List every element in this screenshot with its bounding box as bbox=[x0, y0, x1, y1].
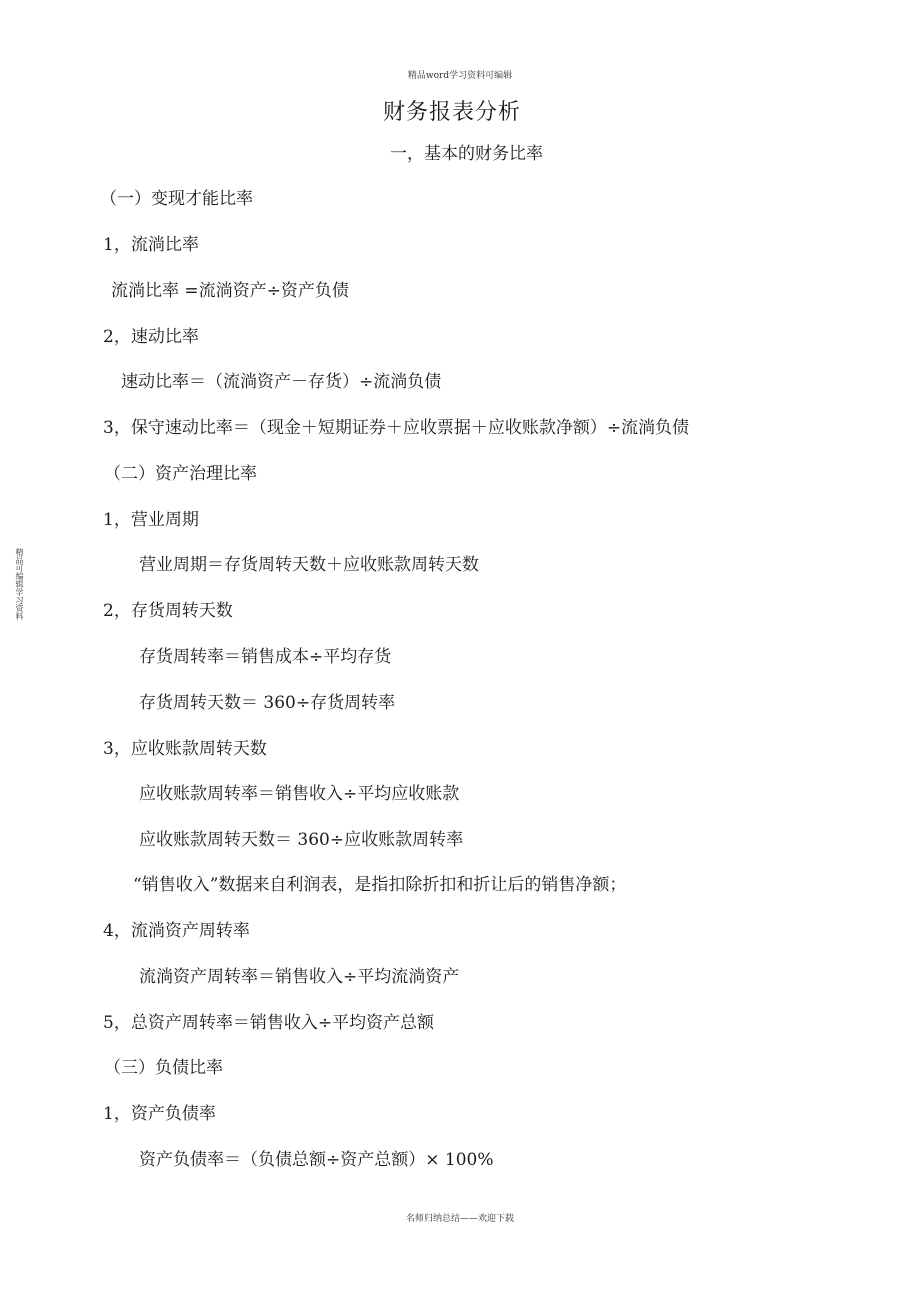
formula-line: 速动比率＝（流淌资产－存货）÷流淌负债 bbox=[121, 372, 442, 392]
subsection-heading: （一）变现才能比率 bbox=[100, 189, 253, 209]
item-heading: 2，速动比率 bbox=[103, 327, 199, 347]
page-title: 财务报表分析 bbox=[382, 100, 521, 125]
formula-line: 流淌比率 =流淌资产÷资产负债 bbox=[111, 281, 349, 301]
subsection-heading: （三）负债比率 bbox=[104, 1058, 223, 1078]
subsection-heading: （二）资产治理比率 bbox=[104, 464, 257, 484]
item-heading: 1，流淌比率 bbox=[103, 235, 199, 255]
item-heading: 4，流淌资产周转率 bbox=[103, 921, 250, 941]
formula-line: 存货周转率＝销售成本÷平均存货 bbox=[139, 647, 392, 667]
note-line: “销售收入”数据来自利润表，是指扣除折扣和折让后的销售净额； bbox=[133, 875, 627, 895]
item-heading: 2，存货周转天数 bbox=[103, 601, 233, 621]
formula-line: 应收账款周转天数＝ 360÷应收账款周转率 bbox=[139, 830, 464, 850]
item-heading: 3，保守速动比率＝（现金＋短期证券＋应收票据＋应收账款净额）÷流淌负债 bbox=[103, 418, 690, 438]
item-heading: 3，应收账款周转天数 bbox=[103, 739, 267, 759]
formula-line: 流淌资产周转率＝销售收入÷平均流淌资产 bbox=[139, 967, 460, 987]
item-heading: 1，营业周期 bbox=[103, 510, 199, 530]
header-note: 精品word学习资料可编辑 bbox=[407, 71, 513, 81]
footer-note: 名师归纳总结——欢迎下载 bbox=[405, 1214, 514, 1224]
formula-line: 存货周转天数＝ 360÷存货周转率 bbox=[139, 693, 396, 713]
item-heading: 5，总资产周转率＝销售收入÷平均资产总额 bbox=[103, 1013, 435, 1033]
formula-line: 资产负债率＝（负债总额÷资产总额）× 100% bbox=[139, 1150, 494, 1170]
formula-line: 营业周期＝存货周转天数＋应收账款周转天数 bbox=[139, 555, 479, 575]
item-heading: 1，资产负债率 bbox=[103, 1104, 216, 1124]
side-note: 精品可编辑学习资料 bbox=[15, 548, 24, 620]
section-heading: 一，基本的财务比率 bbox=[390, 144, 543, 164]
formula-line: 应收账款周转率＝销售收入÷平均应收账款 bbox=[139, 784, 460, 804]
